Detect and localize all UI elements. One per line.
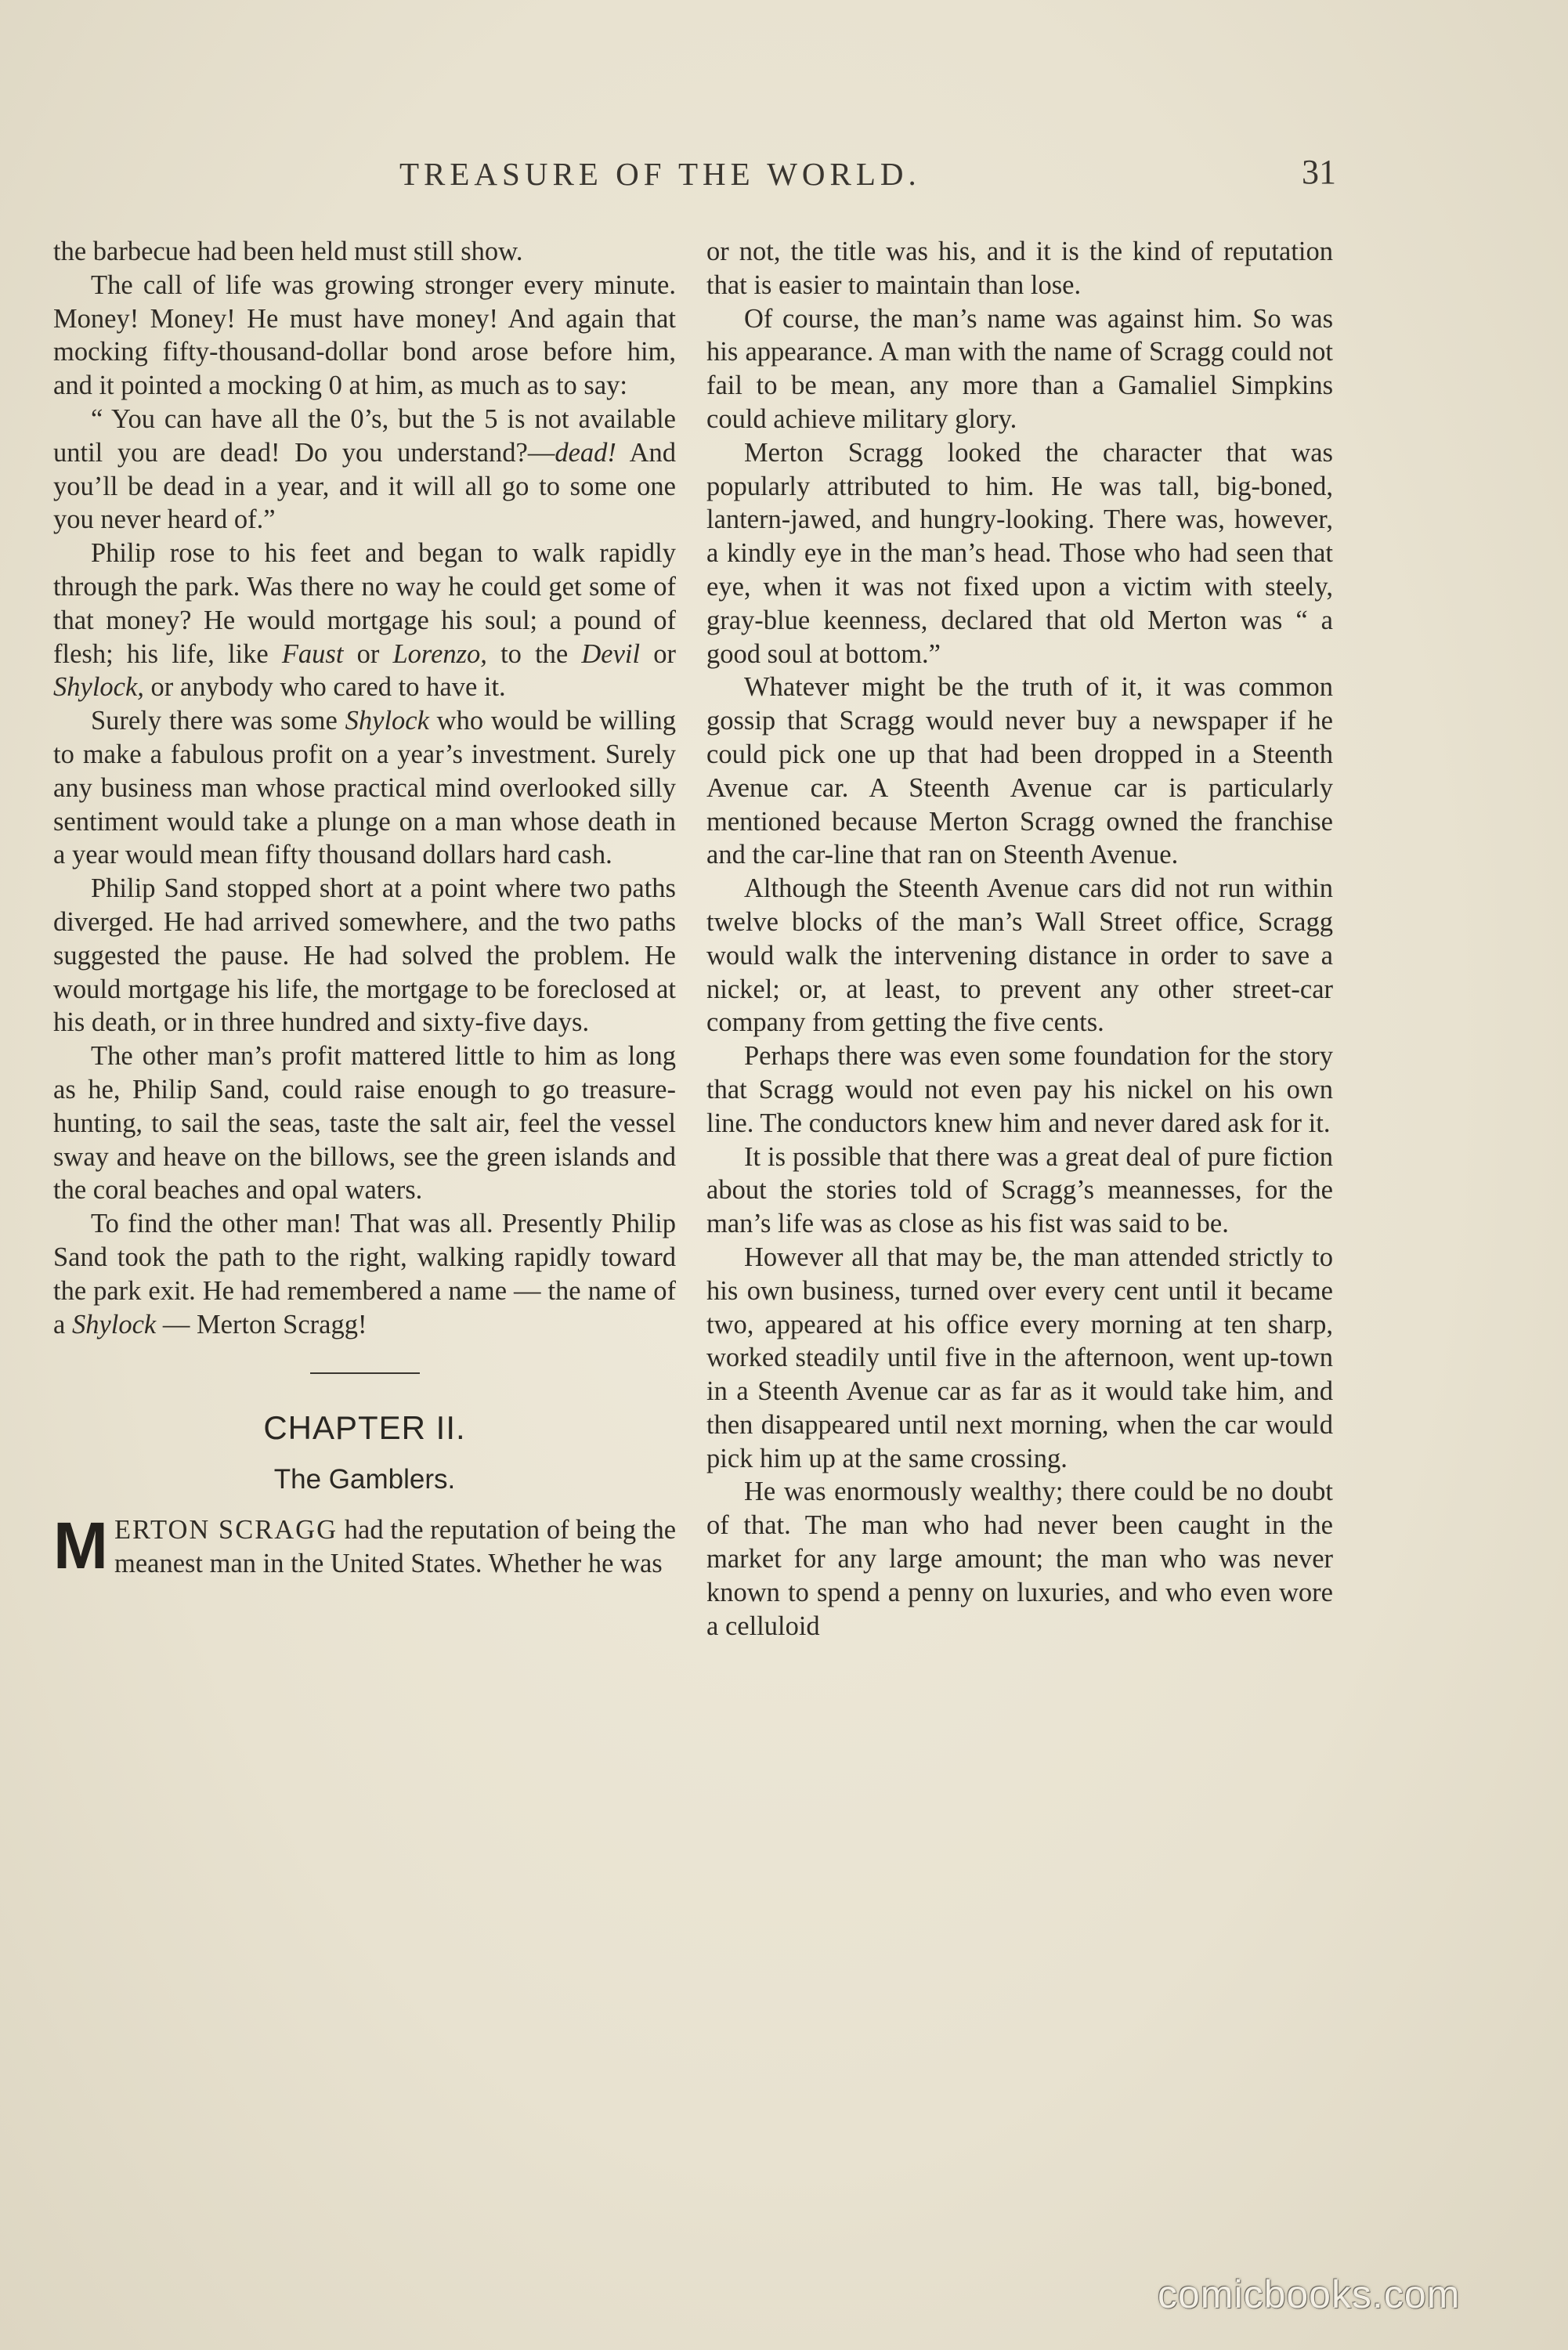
chapter-subtitle: The Gamblers. (273, 1464, 456, 1495)
running-title: TREASURE OF THE WORLD. (399, 156, 921, 192)
paragraph: The call of life was growing stronger every minute. Money! Money! He must have money! And again that mocking fifty-thousand-dollar bond arose before him, and it pointed a mocking 0 at him, as much as to say: (53, 269, 676, 401)
paragraph: It is possible that there was a great deal of pure fiction about the stories told of Scragg’s meannesses, for the man’s life was as close as his fist was said to be. (706, 1141, 1333, 1239)
left-column (53, 235, 676, 1581)
paragraph: the barbecue had been held must still show. (53, 237, 523, 266)
right-column (706, 235, 1333, 1643)
paragraph: Philip Sand stopped short at a point where two paths diverged. He had arrived somewhere, and the two paths suggested the pause. He had solved the problem. He would mortgage his life, the mortgage to be foreclosed at his death, or in three hundred and sixty-five days. (53, 873, 676, 1038)
paragraph: or not, the title was his, and it is the kind of reputation that is easier to maintain than lose. (706, 237, 1333, 300)
chapter-title: CHAPTER II. (263, 1409, 466, 1447)
watermark: comicbooks.com (1158, 2272, 1461, 2316)
chapter-opening-paragraph: MERTON SCRAGG had the reputation of being the meanest man in the United States. Whether he was (53, 1509, 677, 1583)
drop-cap: M (53, 1509, 108, 1583)
paragraph: Merton Scragg looked the character that was popularly attributed to him. He was tall, big-boned, lantern-jawed, and hungry-looking. There was, however, a kindly eye in the man’s head. Those who had seen that eye, when it was not fixed upon a victim with steely, gray-blue keenness, declared that old Merton was “ a good soul at bottom.” (706, 437, 1333, 669)
page-header (0, 155, 1568, 202)
paragraph: Philip rose to his feet and began to walk rapidly through the park. Was there no way he could get some of that money? He would mortgage his soul; a pound of flesh; his life, like Faust or Lorenzo, to the Devil or Shylock, or anybody who cared to have it. (53, 538, 676, 703)
paragraph: To find the other man! That was all. Presently Philip Sand took the path to the right, walking rapidly toward the park exit. He had remembered a name — the name of a Shylock — Merton Scragg! (53, 1209, 676, 1340)
paragraph: Of course, the man’s name was against him. So was his appearance. A man with the name of Scragg could not fail to be mean, any more than a Gamaliel Simpkins could achieve military glory. (706, 303, 1333, 434)
paragraph: Perhaps there was even some foundation for the story that Scragg would not even pay his nickel on his own line. The conductors knew him and never dared ask for it. (706, 1041, 1333, 1138)
paragraph: However all that may be, the man attended strictly to his own business, turned over every cent until it became two, appeared at his office every morning at ten sharp, worked steadily until five in the afternoon, went up-town in a Steenth Avenue car as far as it would take him, and then disappeared until next morning, when the car would pick him up at the same crossing. (706, 1242, 1333, 1473)
paragraph: “ You can have all the 0’s, but the 5 is not available until you are dead! Do you understand?—dead! And you’ll be dead in a year, and it will all go to some one you never heard of.” (53, 403, 677, 535)
paragraph: Although the Steenth Avenue cars did not run within twelve blocks of the man’s Wall Street office, Scragg would walk the intervening distance in order to save a nickel; or, at least, to prevent any other street-car company from getting the five cents. (706, 873, 1333, 1038)
paragraph: He was enormously wealthy; there could be no doubt of that. The man who had never been caught in the market for any large amount; the man who was never known to spend a penny on luxuries, and who even wore a celluloid (706, 1477, 1333, 1641)
paragraph: Whatever might be the truth of it, it was common gossip that Scragg would never buy a newspaper if he could pick one up that had been dropped in a Steenth Avenue car. A Steenth Avenue car is particularly mentioned because Merton Scragg owned the franchise and the car-line that ran on Steenth Avenue. (706, 672, 1333, 870)
paragraph: Surely there was some Shylock who would be willing to make a fabulous profit on a year’s investment. Surely any business man whose practical mind overlooked silly sentiment would take a plunge on a man whose death in a year would mean fifty thousand dollars hard cash. (53, 706, 676, 870)
section-divider (310, 1372, 420, 1374)
page-number: 31 (1302, 153, 1336, 191)
paragraph: The other man’s profit mattered little to him as long as he, Philip Sand, could raise enough to go treasure-hunting, to sail the seas, taste the salt air, feel the vessel sway and heave on the billows, see the green islands and the coral beaches and opal waters. (53, 1041, 676, 1206)
